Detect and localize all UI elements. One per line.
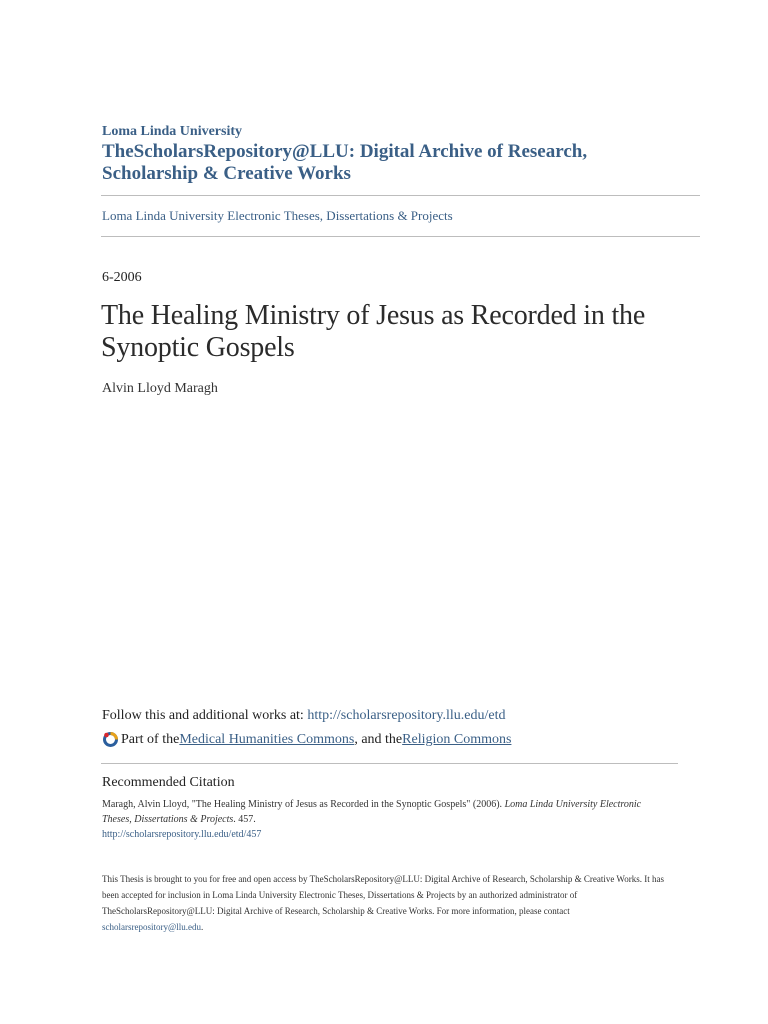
religion-commons-link[interactable]: Religion Commons	[402, 731, 512, 747]
access-notice-text: This Thesis is brought to you for free and open access by TheScholarsRepository@LLU: Digital Archive of Research, Scholarship & Creative Works. It has been accepted for inclusion in Loma Linda University Electronic Theses, Dissertations & Projects by an authorized administrator of TheScholarsRepository@LLU: Digital Archive of Research, Scholarship & Creative Works. For more information, please contact	[102, 874, 664, 916]
citation-heading: Recommended Citation	[102, 775, 235, 790]
citation-url-link[interactable]: http://scholarsrepository.llu.edu/etd/457	[102, 829, 262, 840]
access-notice-end: .	[201, 922, 204, 932]
part-of-middle: , and the	[354, 731, 403, 747]
access-notice	[102, 871, 672, 935]
part-of-prefix: Part of the	[121, 731, 180, 747]
citation-text	[102, 797, 672, 842]
medical-humanities-commons-link[interactable]: Medical Humanities Commons	[179, 731, 355, 747]
follow-prefix: Follow this and additional works at:	[102, 708, 308, 723]
follow-url-link[interactable]: http://scholarsrepository.llu.edu/etd	[307, 708, 506, 723]
contact-email-link[interactable]: scholarsrepository@llu.edu	[102, 922, 202, 932]
repository-line-2: Scholarship & Creative Works	[102, 163, 351, 184]
title-line-1: The Healing Ministry of Jesus as Recorded in the	[101, 300, 646, 331]
repository-line-1: TheScholarsRepository@LLU: Digital Archive of Research,	[102, 141, 588, 162]
follow-line	[102, 708, 506, 724]
author-name: Alvin Lloyd Maragh	[102, 381, 218, 396]
repository-link[interactable]	[102, 141, 662, 185]
divider-top	[101, 195, 700, 196]
collection-link[interactable]: Loma Linda University Electronic Theses, Dissertations & Projects	[102, 208, 453, 223]
publication-date: 6-2006	[102, 270, 142, 285]
citation-series: Loma Linda University Electronic Theses, Dissertations & Projects	[102, 799, 642, 825]
divider-citation	[101, 763, 678, 764]
divider-collection	[101, 236, 700, 237]
institution-link[interactable]: Loma Linda University	[102, 124, 243, 139]
citation-plain: Maragh, Alvin Lloyd, "The Healing Ministry of Jesus as Recorded in the Synoptic Gospels" (2006).	[102, 799, 505, 810]
document-title	[101, 300, 681, 364]
part-of-line	[102, 731, 511, 748]
citation-end: . 457.	[233, 814, 256, 825]
network-commons-icon	[102, 731, 119, 748]
title-line-2: Synoptic Gospels	[101, 332, 295, 363]
